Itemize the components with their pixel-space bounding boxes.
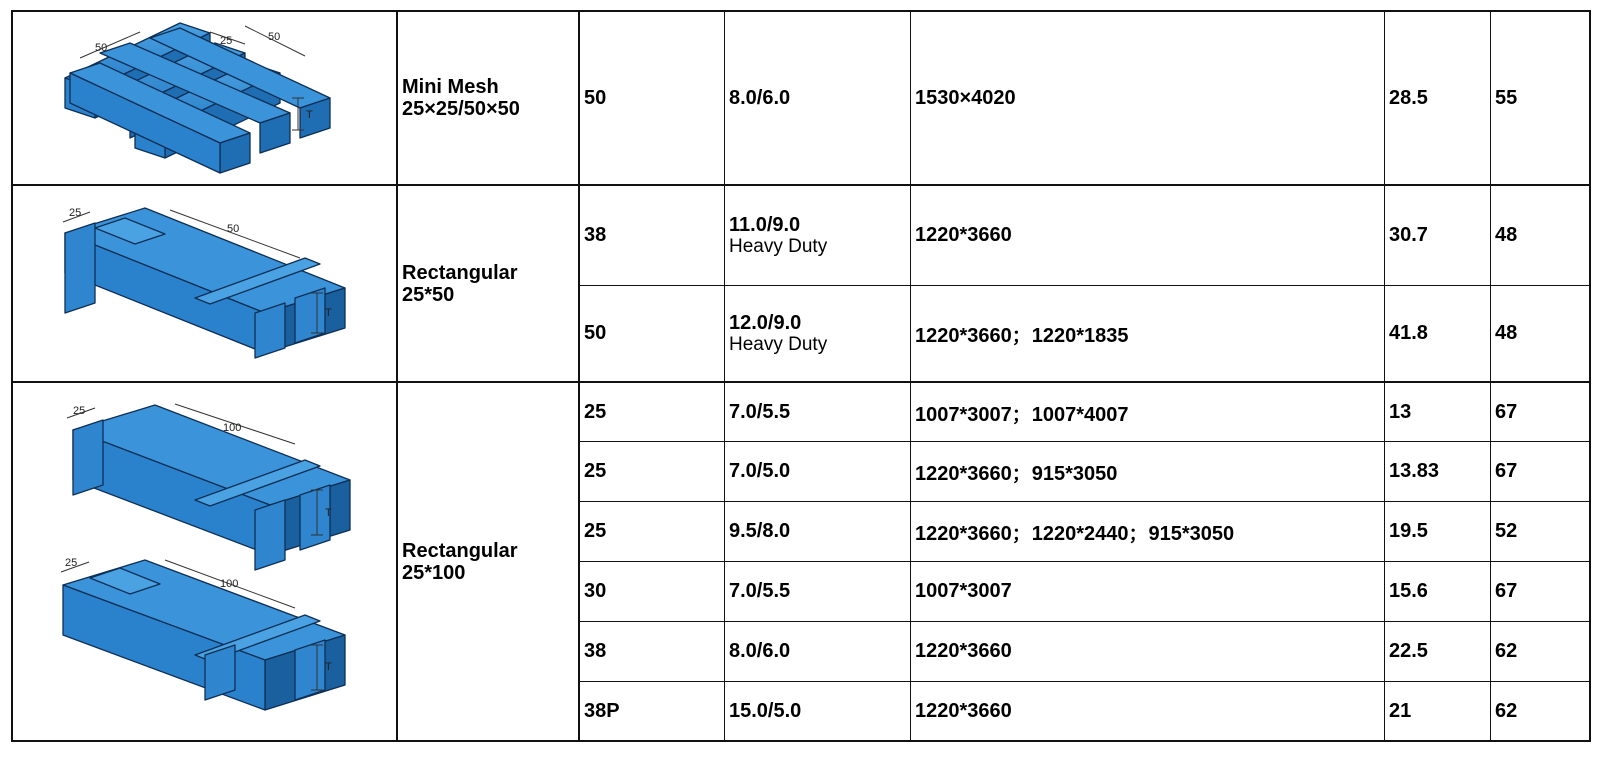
bar-width-cell — [725, 286, 910, 381]
open-area-cell: 67 — [1495, 400, 1518, 423]
type-name-line: 25×25/50×50 — [402, 98, 520, 120]
dimension-label: 50 — [268, 31, 281, 43]
bar-width-cell — [725, 186, 910, 285]
dimension-label: T — [325, 507, 332, 519]
weight-cell: 19.5 — [1389, 520, 1428, 542]
panel-size-cell: 1220*3660；915*3050 — [915, 463, 1118, 485]
bar-width-note: Heavy Duty — [729, 333, 828, 355]
dimension-label: 25 — [69, 207, 82, 219]
dimension-label: 50 — [95, 42, 108, 54]
weight-cell: 15.6 — [1389, 580, 1428, 602]
dimension-label: 100 — [223, 422, 242, 434]
dimension-label: 50 — [227, 223, 240, 235]
table-border-left — [11, 10, 13, 742]
bar-width-value: 12.0/9.0 — [729, 311, 802, 334]
dimension-label: 100 — [220, 578, 239, 590]
panel-size-cell: 1530×4020 — [915, 86, 1016, 109]
mini-mesh-grating-image — [40, 18, 370, 178]
height-cell: 50 — [584, 322, 607, 344]
panel-size-cell: 1220*3660 — [915, 640, 1012, 662]
dimension-label: T — [306, 109, 313, 121]
height-cell: 30 — [584, 580, 607, 602]
height-cell: 25 — [584, 520, 607, 542]
weight-cell: 30.7 — [1389, 224, 1428, 246]
rectangular-25x50-grating-image — [55, 198, 355, 368]
bar-width-cell: 15.0/5.0 — [729, 699, 802, 722]
dimension-label: T — [325, 661, 332, 673]
dimension-label: 25 — [65, 557, 78, 569]
dimension-label: T — [325, 307, 332, 319]
open-area-cell: 52 — [1495, 520, 1518, 542]
panel-size-cell: 1007*3007 — [915, 580, 1012, 602]
height-cell: 38P — [584, 699, 620, 722]
type-name-line: Mini Mesh — [402, 76, 499, 98]
bar-width-cell: 7.0/5.0 — [729, 460, 791, 482]
bar-width-cell: 9.5/8.0 — [729, 520, 791, 542]
type-name-line: 25*100 — [402, 561, 466, 584]
type-name-line: Rectangular — [402, 261, 518, 284]
height-cell: 38 — [584, 640, 607, 662]
height-cell: 25 — [584, 400, 607, 423]
bar-width-value: 11.0/9.0 — [729, 213, 801, 236]
bar-width-cell: 8.0/6.0 — [729, 640, 791, 662]
weight-cell: 28.5 — [1389, 86, 1428, 109]
dimension-label: 25 — [73, 405, 86, 417]
open-area-cell: 48 — [1495, 322, 1518, 344]
open-area-cell: 67 — [1495, 580, 1518, 602]
height-cell: 38 — [584, 224, 607, 246]
grating-type — [398, 383, 578, 740]
dimension-label: 25 — [220, 35, 233, 47]
bar-width-cell: 8.0/6.0 — [729, 86, 791, 109]
open-area-cell: 62 — [1495, 640, 1518, 662]
table-border-right — [1589, 10, 1591, 742]
weight-cell: 22.5 — [1389, 640, 1428, 662]
open-area-cell: 67 — [1495, 460, 1518, 482]
grating-type — [398, 12, 578, 184]
table-border-bottom — [11, 740, 1591, 742]
rectangular-25x100-grating-image — [55, 400, 355, 730]
panel-size-cell: 1220*3660 — [915, 699, 1012, 722]
weight-cell: 21 — [1389, 699, 1412, 722]
grating-type — [398, 186, 578, 381]
open-area-cell: 48 — [1495, 224, 1518, 246]
panel-size-cell: 1220*3660 — [915, 224, 1012, 246]
panel-size-cell: 1007*3007；1007*4007 — [915, 403, 1129, 426]
type-name-line: 25*50 — [402, 283, 455, 306]
type-name-line: Rectangular — [402, 539, 518, 562]
weight-cell: 13.83 — [1389, 460, 1440, 482]
bar-width-cell: 7.0/5.5 — [729, 580, 791, 602]
panel-size-cell: 1220*3660；1220*1835 — [915, 325, 1129, 347]
bar-width-note: Heavy Duty — [729, 235, 828, 257]
weight-cell: 13 — [1389, 400, 1412, 423]
open-area-cell: 62 — [1495, 699, 1518, 722]
height-cell: 50 — [584, 86, 607, 109]
panel-size-cell: 1220*3660；1220*2440；915*3050 — [915, 523, 1235, 545]
weight-cell: 41.8 — [1389, 322, 1428, 344]
bar-width-cell: 7.0/5.5 — [729, 400, 791, 423]
open-area-cell: 55 — [1495, 86, 1518, 109]
height-cell: 25 — [584, 460, 607, 482]
